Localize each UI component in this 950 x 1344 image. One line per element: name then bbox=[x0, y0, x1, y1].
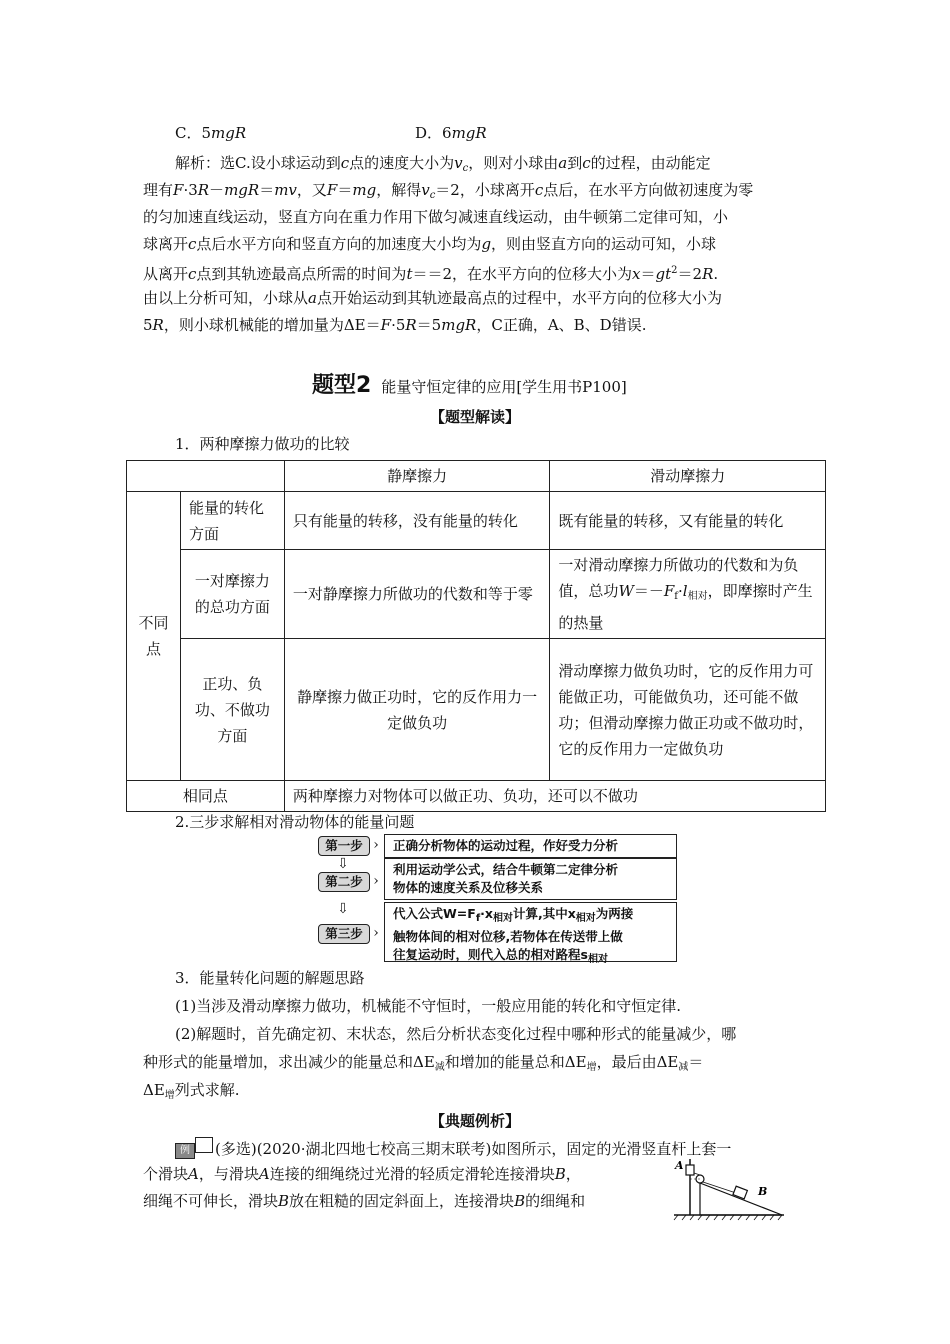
step-2-label: 第二步 bbox=[318, 872, 370, 892]
slider-a bbox=[686, 1165, 694, 1175]
step-3-label: 第三步 bbox=[318, 924, 370, 944]
header-sliding-friction: 滑动摩擦力 bbox=[550, 461, 826, 492]
rope-b bbox=[703, 1182, 736, 1193]
row-work-sliding: 一对滑动摩擦力所做功的代数和为负值，总功$W=-F_f\cdot l_{相对}$，即摩擦时产生的热量 bbox=[550, 550, 826, 639]
arrow-right-icon: › bbox=[373, 837, 379, 853]
item-3-title: 3．能量转化问题的解题思路 bbox=[175, 969, 365, 987]
option-d: D．6mgR bbox=[415, 124, 487, 142]
item-1-title: 1．两种摩擦力做功的比较 bbox=[175, 435, 350, 453]
analysis-line-3: 的匀加速直线运动，竖直方向在重力作用下做匀减速直线运动，由牛顿第二定律可知，小 bbox=[143, 208, 729, 226]
row-sign-sliding: 滑动摩擦力做负功时，它的反作用力可能做正功，可能做负功，还可能不做功；但滑动摩擦力做正功或不做功时，它的反作用力一定做负功 bbox=[550, 639, 826, 781]
arrow-right-icon: › bbox=[373, 925, 379, 941]
section-subtitle: 【题型解读】 bbox=[429, 408, 520, 426]
pulley-incline-figure bbox=[672, 1155, 786, 1221]
analysis-line-4: 球离开c点后水平方向和竖直方向的加速度大小均为g，则由竖直方向的运动可知，小球 bbox=[143, 235, 717, 253]
row-work-static: 一对静摩擦力所做功的代数和等于零 bbox=[284, 550, 550, 639]
arrow-down-icon: ⇩ bbox=[337, 856, 349, 872]
example-line-2: 个滑块A，与滑块A连接的细绳绕过光滑的轻质定滑轮连接滑块B， bbox=[143, 1165, 581, 1183]
step-3-box: 代入公式$W=F_f\cdot x_{相对}$计算,其中$x_{相对}$为两接 触物体间的相对位移,若物体在传送带上做 往复运动时，则代入总的相对路程$s_{相对}$ bbox=[384, 902, 677, 962]
label-a: A bbox=[675, 1159, 684, 1172]
analysis-line-1: 解析：选C.设小球运动到c点的速度大小为$v_c$，则对小球由a到c的过程，由动能定 bbox=[175, 154, 711, 174]
row-energy-head: 能量的转化方面 bbox=[180, 492, 284, 550]
row-sign-head: 正功、负功、不做功方面 bbox=[180, 639, 284, 781]
section-heading bbox=[312, 368, 627, 399]
arrow-down-icon: ⇩ bbox=[337, 901, 349, 917]
row-work-head: 一对摩擦力的总功方面 bbox=[180, 550, 284, 639]
label-b: B bbox=[758, 1185, 768, 1198]
step-1-label: 第一步 bbox=[318, 836, 370, 856]
analysis-line-5: 从离开c点到其轨迹最高点所需的时间为t＝＝2，在水平方向的位移大小为$x=gt^2=2R$. bbox=[143, 265, 719, 283]
row-sign-static: 静摩擦力做正功时，它的反作用力一定做负功 bbox=[284, 639, 550, 781]
paragraph-1: (1)当涉及滑动摩擦力做功，机械能不守恒时，一般应用能的转化和守恒定律. bbox=[175, 997, 682, 1015]
example-number-box bbox=[195, 1137, 213, 1153]
section-title: 能量守恒定律的应用[学生用书P100] bbox=[381, 378, 627, 396]
section-number: 题型2 bbox=[312, 373, 372, 398]
example-line-3: 细绳不可伸长，滑块B放在粗糙的固定斜面上，连接滑块B的细绳和 bbox=[143, 1192, 586, 1210]
same-label: 相同点 bbox=[127, 781, 285, 812]
step-2-box: 利用运动学公式，结合牛顿第二定律分析 物体的速度关系及位移关系 bbox=[384, 858, 677, 900]
analysis-line-2: 理有F·3R－mgR＝mv，又F＝mg，解得$v_c=2$，小球离开c点后，在水平方向做初速度为零 bbox=[143, 181, 754, 201]
analysis-line-7: 5R，则小球机械能的增加量为ΔE＝F·5R＝5mgR，C正确，A、B、D错误. bbox=[143, 316, 647, 334]
paragraph-2-line-3: $\Delta E_增$列式求解. bbox=[143, 1081, 240, 1101]
example-tag: 例 bbox=[175, 1143, 195, 1159]
step-1-box: 正确分析物体的运动过程，作好受力分析 bbox=[384, 834, 677, 858]
arrow-right-icon: › bbox=[373, 873, 379, 889]
analysis-line-6: 由以上分析可知，小球从a点开始运动到其轨迹最高点的过程中，水平方向的位移大小为 bbox=[143, 289, 722, 307]
row-energy-static: 只有能量的转移，没有能量的转化 bbox=[284, 492, 550, 550]
option-c: C．5mgR bbox=[175, 124, 247, 142]
rope-a bbox=[694, 1173, 700, 1175]
example-heading: 【典题例析】 bbox=[429, 1112, 520, 1130]
row-energy-sliding: 既有能量的转移，又有能量的转化 bbox=[550, 492, 826, 550]
paragraph-2-line-2: 种形式的能量增加，求出减少的能量总和$\Delta E_减$和增加的能量总和$\Delta E_增$，最后由$\Delta E_减=$ bbox=[143, 1053, 704, 1073]
friction-comparison-table bbox=[126, 460, 826, 812]
item-2-title: 2.三步求解相对滑动物体的能量问题 bbox=[175, 813, 415, 831]
diff-label: 不同点 bbox=[127, 492, 181, 781]
example-line-1: 例 (多选)(2020·湖北四地七校高三期末联考)如图所示，固定的光滑竖直杆上套一 bbox=[175, 1137, 731, 1159]
paragraph-2-line-1: (2)解题时，首先确定初、末状态，然后分析状态变化过程中哪种形式的能量减少，哪 bbox=[175, 1025, 737, 1043]
same-value: 两种摩擦力对物体可以做正功、负功，还可以不做功 bbox=[284, 781, 825, 812]
header-static-friction: 静摩擦力 bbox=[284, 461, 550, 492]
table-corner bbox=[127, 461, 285, 492]
